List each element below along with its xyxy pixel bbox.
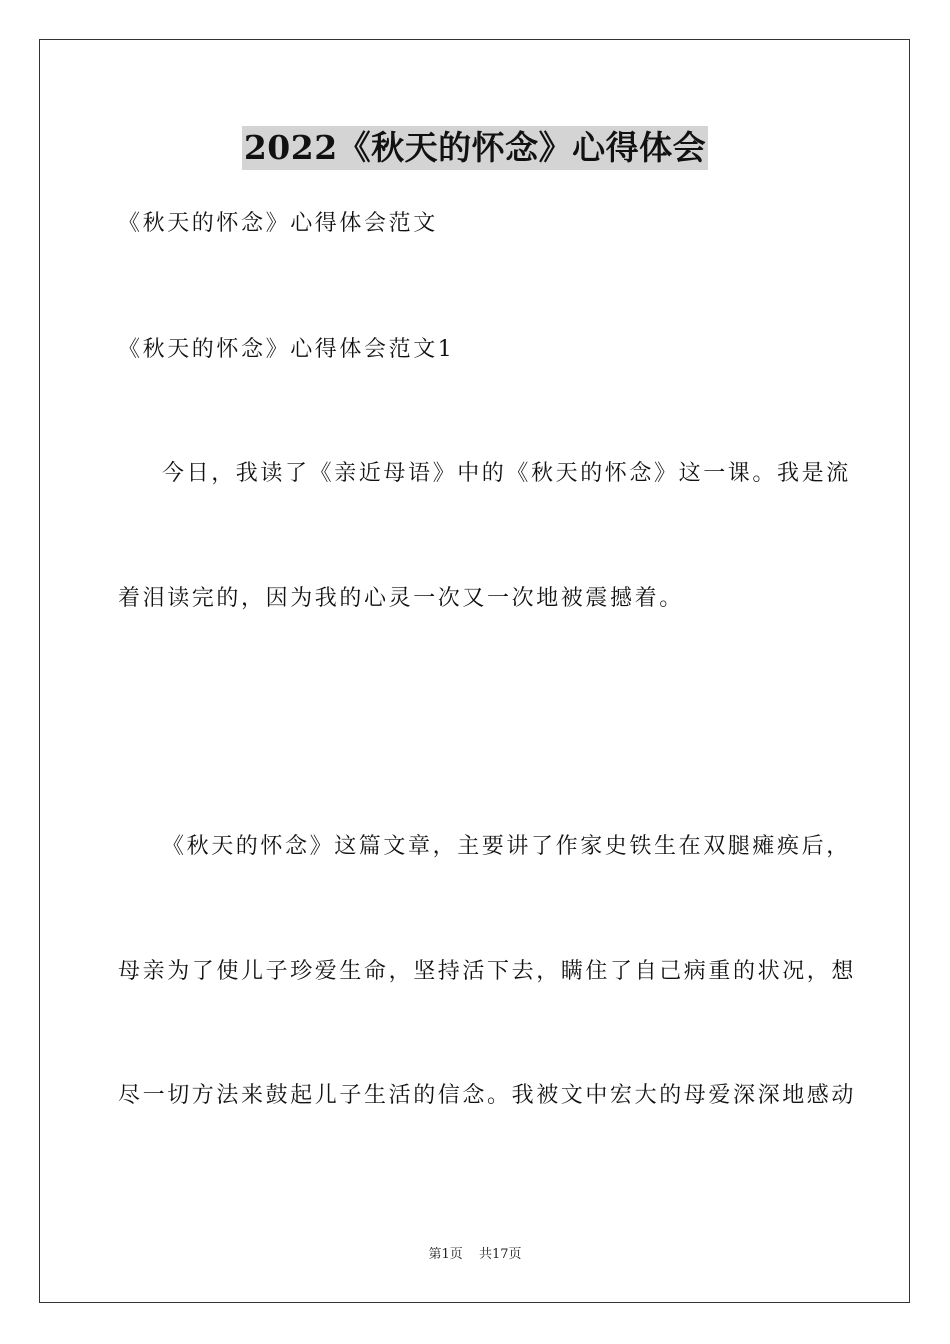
document-title: 2022《秋天的怀念》心得体会: [242, 126, 708, 170]
paragraph-line: 今日，我读了《亲近母语》中的《秋天的怀念》这一课。我是流: [162, 461, 851, 486]
paragraph-line: 母亲为了使儿子珍爱生命，坚持活下去，瞒住了自己病重的状况，想: [118, 959, 857, 984]
title-container: [0, 126, 950, 170]
paragraph-line: 尽一切方法来鼓起儿子生活的信念。我被文中宏大的母爱深深地感动: [118, 1083, 857, 1108]
page-number-current: 第1页: [428, 1247, 463, 1262]
section-heading: 《秋天的怀念》心得体会范文1: [118, 337, 455, 362]
page-footer: [0, 1246, 950, 1264]
paragraph-line: 着泪读完的，因为我的心灵一次又一次地被震撼着。: [118, 586, 684, 611]
page-number-total: 共17页: [478, 1247, 522, 1262]
subtitle-line: 《秋天的怀念》心得体会范文: [118, 211, 438, 236]
paragraph-line: 《秋天的怀念》这篇文章，主要讲了作家史铁生在双腿瘫痪后，: [162, 834, 851, 859]
